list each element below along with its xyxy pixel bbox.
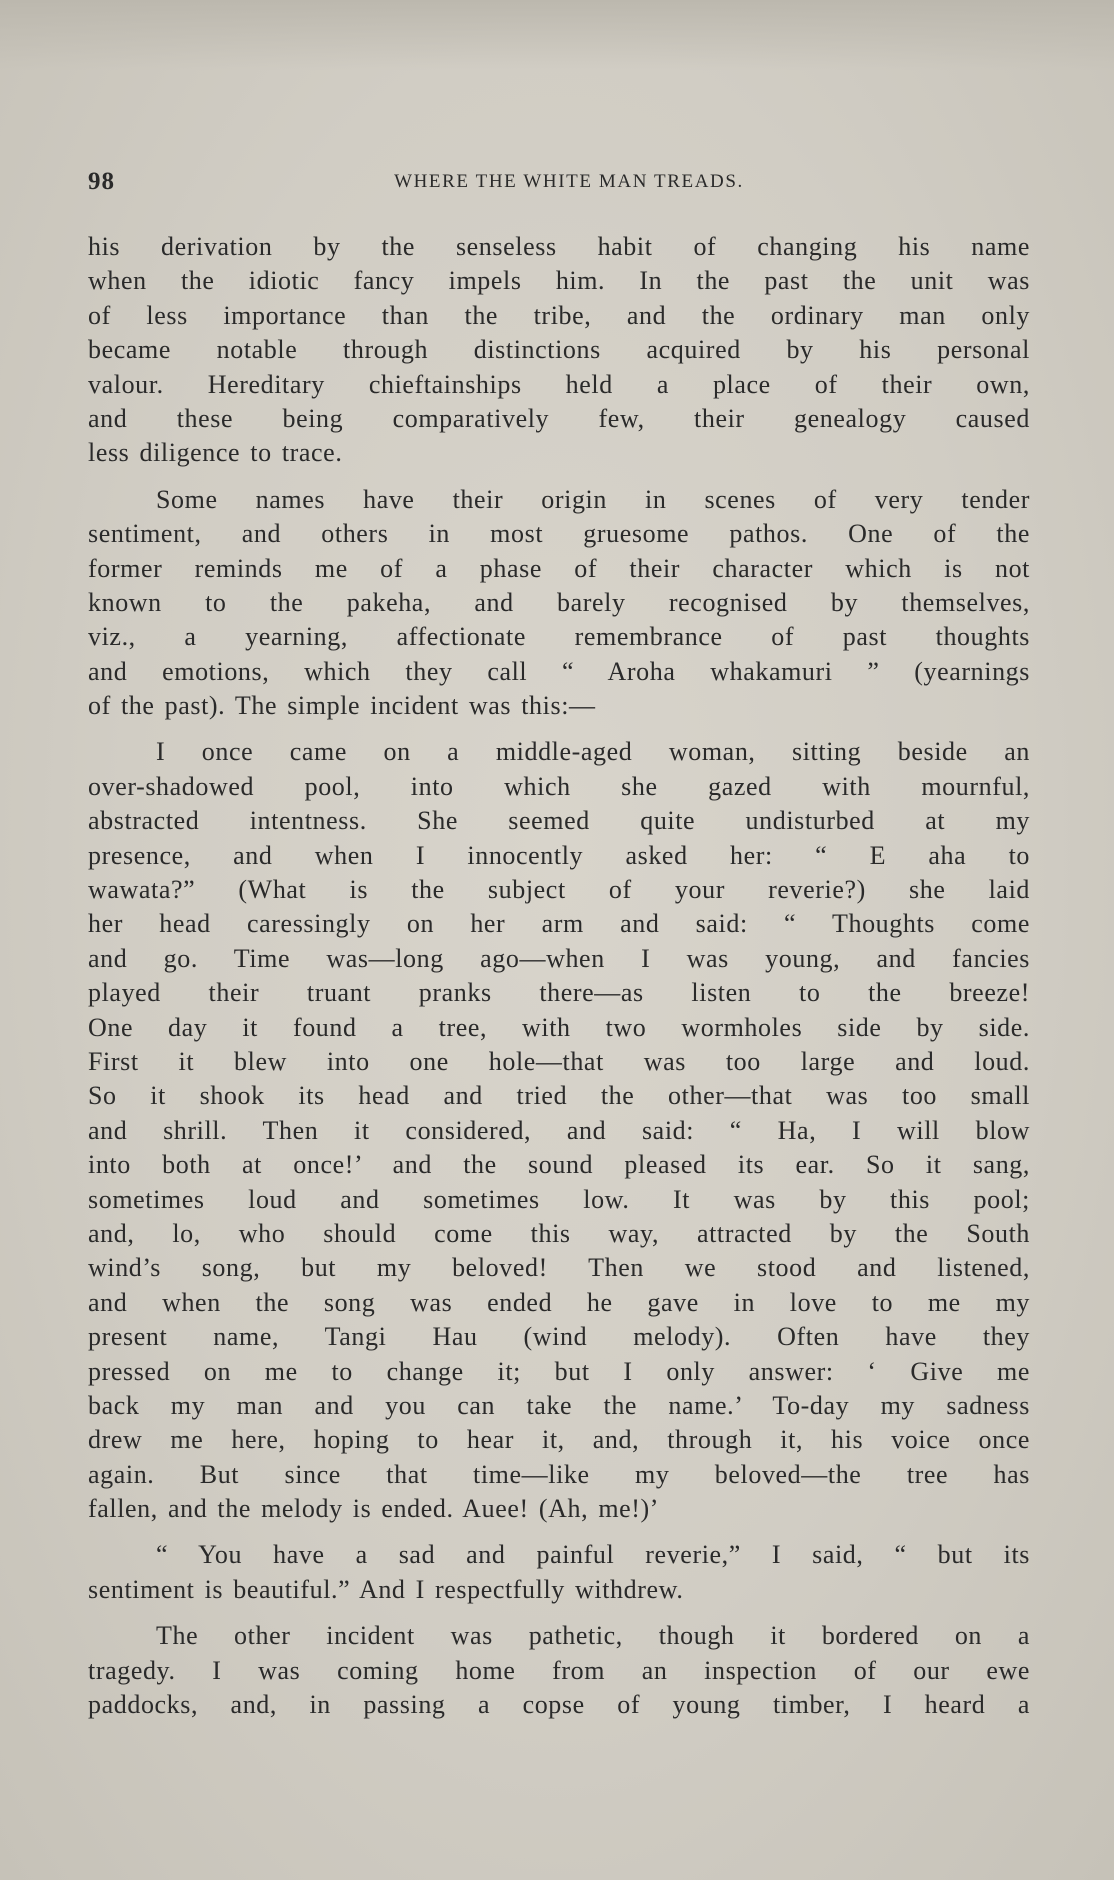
text-line: sometimes loud and sometimes low. It was by this pool; [88,1184,1030,1214]
text-line: and when the song was ended he gave in love to me my [88,1287,1030,1317]
text-line: sentiment, and others in most gruesome pathos. One of the [88,519,1030,549]
paragraph-gap [88,723,1030,735]
running-title: WHERE THE WHITE MAN TREADS. [394,171,744,192]
running-head [88,168,1030,198]
text-line: and emotions, which they call “ Aroha whakamuri ” (yearnings [88,656,1030,686]
text-line: of less importance than the tribe, and the ordinary man only [88,300,1030,330]
text-line: known to the pakeha, and barely recognised by themselves, [88,587,1030,617]
text-line: sentiment is beautiful.” And I respectfully withdrew. [88,1574,684,1604]
paragraph [88,1538,1030,1607]
text-line: played their truant pranks there—as listen to the breeze! [88,978,1030,1008]
text-line: and go. Time was—long ago—when I was young, and fancies [88,943,1030,973]
paragraph [88,483,1030,724]
text-line: One day it found a tree, with two wormholes side by side. [88,1012,1030,1042]
body-text [88,230,1030,1722]
paragraph-gap [88,471,1030,483]
text-line: and, lo, who should come this way, attracted by the South [88,1218,1030,1248]
text-line: over-shadowed pool, into which she gazed with mournful, [88,771,1030,801]
text-line: and these being comparatively few, their genealogy caused [88,403,1030,433]
text-line: and shrill. Then it considered, and said: “ Ha, I will blow [88,1115,1030,1145]
text-line: of the past). The simple incident was this:— [88,691,596,721]
text-line: wind’s song, but my beloved! Then we stood and listened, [88,1253,1030,1283]
text-line: when the idiotic fancy impels him. In the past the unit was [88,266,1030,296]
text-line: drew me here, hoping to hear it, and, through it, his voice once [88,1425,1030,1455]
page-number: 98 [88,168,115,195]
text-line: So it shook its head and tried the other—that was too small [88,1081,1030,1111]
text-line: her head caressingly on her arm and said: “ Thoughts come [88,909,1030,939]
text-line: viz., a yearning, affectionate remembrance of past thoughts [88,622,1030,652]
text-line: presence, and when I innocently asked her: “ E aha to [88,840,1030,870]
text-line: back my man and you can take the name.’ To-day my sadness [88,1390,1030,1420]
page-edge-shadow [0,0,1114,70]
text-line: paddocks, and, in passing a copse of young timber, I heard a [88,1690,1030,1720]
text-line: became notable through distinctions acquired by his personal [88,335,1030,365]
text-line: tragedy. I was coming home from an inspection of our ewe [88,1655,1030,1685]
text-line: First it blew into one hole—that was too large and loud. [88,1046,1030,1076]
paragraph [88,1619,1030,1722]
paragraph [88,735,1030,1526]
text-line: again. But since that time—like my beloved—the tree has [88,1459,1030,1489]
text-line: wawata?” (What is the subject of your reverie?) she laid [88,875,1030,905]
text-line: Some names have their origin in scenes of very tender [156,484,1030,514]
text-line: former reminds me of a phase of their character which is not [88,553,1030,583]
text-line: abstracted intentness. She seemed quite undisturbed at my [88,806,1030,836]
text-line: less diligence to trace. [88,438,343,468]
text-line: present name, Tangi Hau (wind melody). Often have they [88,1322,1030,1352]
text-line: valour. Hereditary chieftainships held a place of their own, [88,369,1030,399]
text-line: “ You have a sad and painful reverie,” I said, “ but its [156,1540,1030,1570]
paragraph [88,230,1030,471]
text-line: I once came on a middle-aged woman, sitting beside an [156,737,1030,767]
text-line: his derivation by the senseless habit of changing his name [88,232,1030,261]
text-line: fallen, and the melody is ended. Auee! (Ah, me!)’ [88,1494,660,1524]
text-line: pressed on me to change it; but I only answer: ‘ Give me [88,1356,1030,1386]
paragraph-gap [88,1607,1030,1619]
text-line: into both at once!’ and the sound pleased its ear. So it sang, [88,1150,1030,1180]
text-line: The other incident was pathetic, though it bordered on a [156,1621,1030,1651]
paragraph-gap [88,1526,1030,1538]
